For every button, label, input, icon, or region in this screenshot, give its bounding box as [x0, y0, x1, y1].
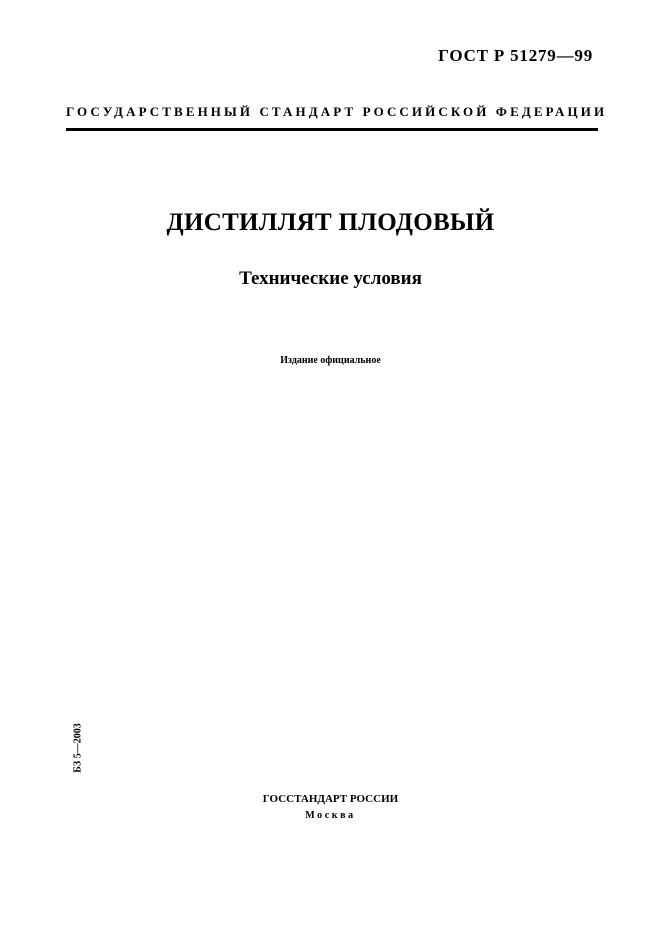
- document-number: ГОСТ Р 51279—99: [438, 46, 593, 65]
- header-divider: [66, 128, 598, 131]
- side-code-block: [48, 718, 108, 778]
- edition-label: Издание официальное: [280, 355, 381, 366]
- document-title: ДИСТИЛЛЯТ ПЛОДОВЫЙ: [166, 209, 495, 236]
- publication-city: Москва: [305, 810, 356, 821]
- publisher-name: ГОССТАНДАРТ РОССИИ: [262, 793, 399, 805]
- state-standard-heading: ГОСУДАРСТВЕННЫЙ СТАНДАРТ РОССИЙСКОЙ ФЕДЕРАЦИИ: [66, 104, 608, 119]
- side-code-text: БЗ 5—2003: [72, 723, 84, 773]
- document-subtitle: Технические условия: [239, 268, 422, 289]
